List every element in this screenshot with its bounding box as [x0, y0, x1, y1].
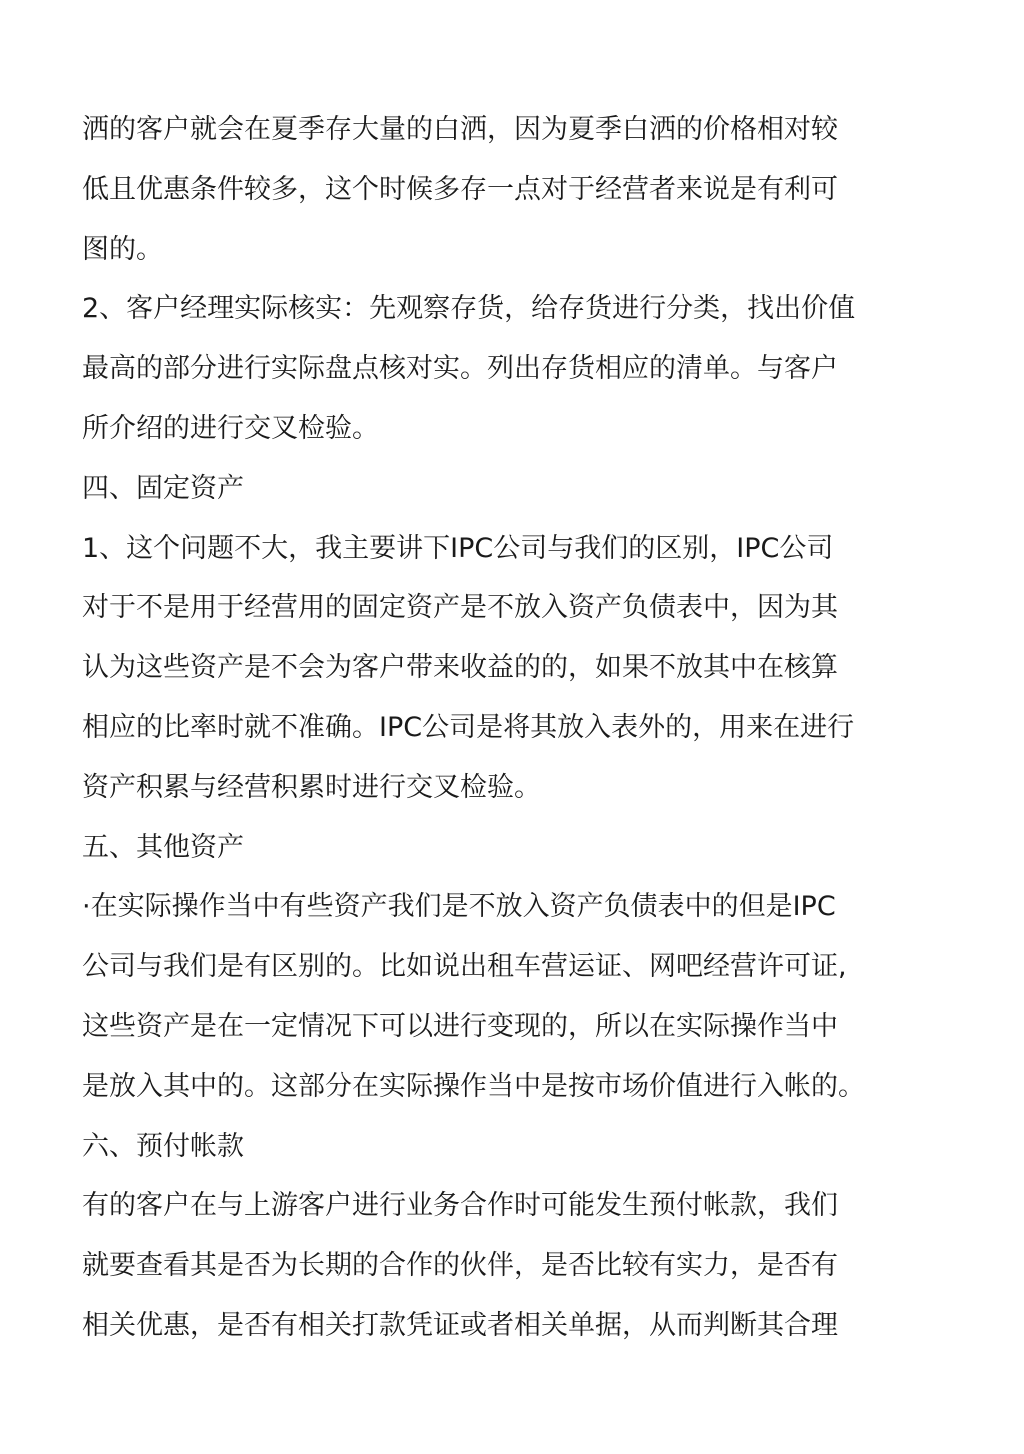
- text-line: 是放入其中的。这部分在实际操作当中是按市场价值进行入帐的。: [82, 1070, 865, 1102]
- text-line: 相应的比率时就不准确。IPC公司是将其放入表外的，用来在进行: [82, 711, 855, 743]
- text-line: 所介绍的进行交叉检验。: [82, 412, 379, 444]
- text-line: 这些资产是在一定情况下可以进行变现的，所以在实际操作当中: [82, 1010, 838, 1042]
- text-line: 公司与我们是有区别的。比如说出租车营运证、网吧经营许可证,: [82, 951, 847, 983]
- text-line: 认为这些资产是不会为客户带来收益的的，如果不放其中在核算: [82, 652, 838, 684]
- text-line: 最高的部分进行实际盘点核对实。列出存货相应的清单。与客户: [82, 353, 838, 385]
- section-heading: 五、其他资产: [82, 831, 244, 863]
- text-line: 2、客户经理实际核实：先观察存货，给存货进行分类，找出价值: [82, 293, 856, 325]
- text-line: 有的客户在与上游客户进行业务合作时可能发生预付帐款，我们: [82, 1190, 838, 1222]
- text-line: 就要查看其是否为长期的合作的伙伴，是否比较有实力，是否有: [82, 1250, 838, 1282]
- text-line: 低且优惠条件较多，这个时候多存一点对于经营者来说是有利可: [82, 173, 838, 205]
- text-line: 洒的客户就会在夏季存大量的白洒，因为夏季白洒的价格相对较: [82, 114, 838, 145]
- text-line: 资产积累与经营积累时进行交叉检验。: [82, 771, 541, 803]
- text-line: 1、这个问题不大，我主要讲下IPC公司与我们的区别，IPC公司: [82, 532, 834, 564]
- text-line: 图的。: [82, 233, 163, 265]
- text-line: 对于不是用于经营用的固定资产是不放入资产负债表中，因为其: [82, 592, 838, 624]
- text-line: 相关优惠，是否有相关打款凭证或者相关单据，从而判断其合理: [82, 1309, 838, 1341]
- document-body: [82, 100, 942, 1356]
- text-line: ·在实际操作当中有些资产我们是不放入资产负债表中的但是IPC: [82, 891, 836, 923]
- section-heading: 四、固定资产: [82, 472, 244, 504]
- section-heading: 六、预付帐款: [82, 1130, 244, 1162]
